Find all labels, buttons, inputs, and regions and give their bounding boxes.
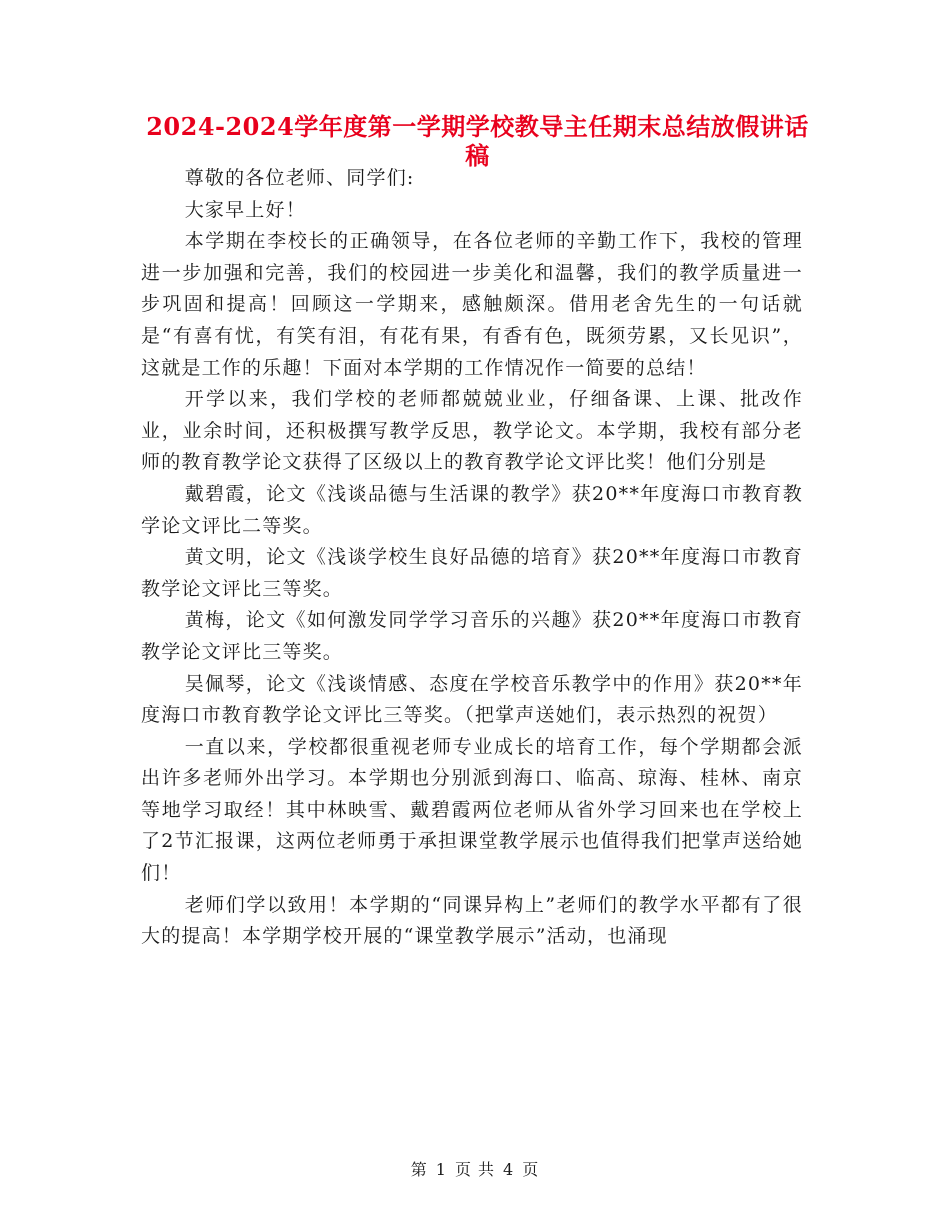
award-paragraph: 黄梅，论文《如何激发同学学习音乐的兴趣》获20**年度海口市教育教学论文评比三等奖。 bbox=[141, 609, 803, 663]
document-body bbox=[141, 163, 803, 953]
page-total: 4 bbox=[503, 1160, 515, 1179]
award-paragraph: 黄文明，论文《浅谈学校生良好品德的培育》获20**年度海口市教育教学论文评比三等奖。 bbox=[141, 546, 803, 600]
award-paragraph: 戴碧霞，论文《浅谈品德与生活课的教学》获20**年度海口市教育教学论文评比二等奖。 bbox=[141, 482, 803, 537]
greeting-paragraph: 尊敬的各位老师、同学们: bbox=[184, 167, 415, 189]
body-paragraph: 本学期在李校长的正确领导，在各位老师的辛勤工作下，我校的管理进一步加强和完善，我们的校园进一步美化和温馨，我们的教学质量进一步巩固和提高！回顾这一学期来，感触颇深。借用老舍先生的一句话就是“有喜有忧，有笑有泪，有花有果，有香有色，既须劳累，又长见识”，这就是工作的乐趣！下面对本学期的工作情况作一简要的总结！ bbox=[141, 230, 803, 379]
page-label-mid: 页 共 bbox=[454, 1160, 496, 1179]
body-paragraph: 开学以来，我们学校的老师都兢兢业业，仔细备课、上课、批改作业，业余时间，还积极撰写教学反思，教学论文。本学期，我校有部分老师的教育教学论文获得了区级以上的教育教学论文评比奖！他们分别是 bbox=[141, 388, 803, 474]
page-label-prefix: 第 bbox=[410, 1160, 428, 1179]
body-paragraph: 老师们学以致用！本学期的“同课异构上”老师们的教学水平都有了很大的提高！本学期学校开展的“课堂教学展示”活动，也涌现 bbox=[141, 893, 803, 948]
document-title: 2024-2024学年度第一学期学校教导主任期末总结放假讲话稿 bbox=[146, 112, 809, 170]
body-paragraph: 一直以来，学校都很重视老师专业成长的培育工作，每个学期都会派出许多老师外出学习。本学期也分别派到海口、临高、琼海、桂林、南京等地学习取经！其中林映雪、戴碧霞两位老师从省外学习回来也在学校上了2节汇报课，这两位老师勇于承担课堂教学展示也值得我们把掌声送给她们！ bbox=[141, 735, 803, 885]
page-label-suffix: 页 bbox=[522, 1160, 540, 1179]
award-paragraph: 吴佩琴，论文《浅谈情感、态度在学校音乐教学中的作用》获20**年度海口市教育教学论文评比三等奖。（把掌声送她们，表示热烈的祝贺） bbox=[141, 672, 803, 727]
page-number: 1 bbox=[435, 1160, 447, 1179]
page-footer bbox=[0, 1157, 950, 1180]
salutation-paragraph: 大家早上好！ bbox=[184, 198, 306, 221]
